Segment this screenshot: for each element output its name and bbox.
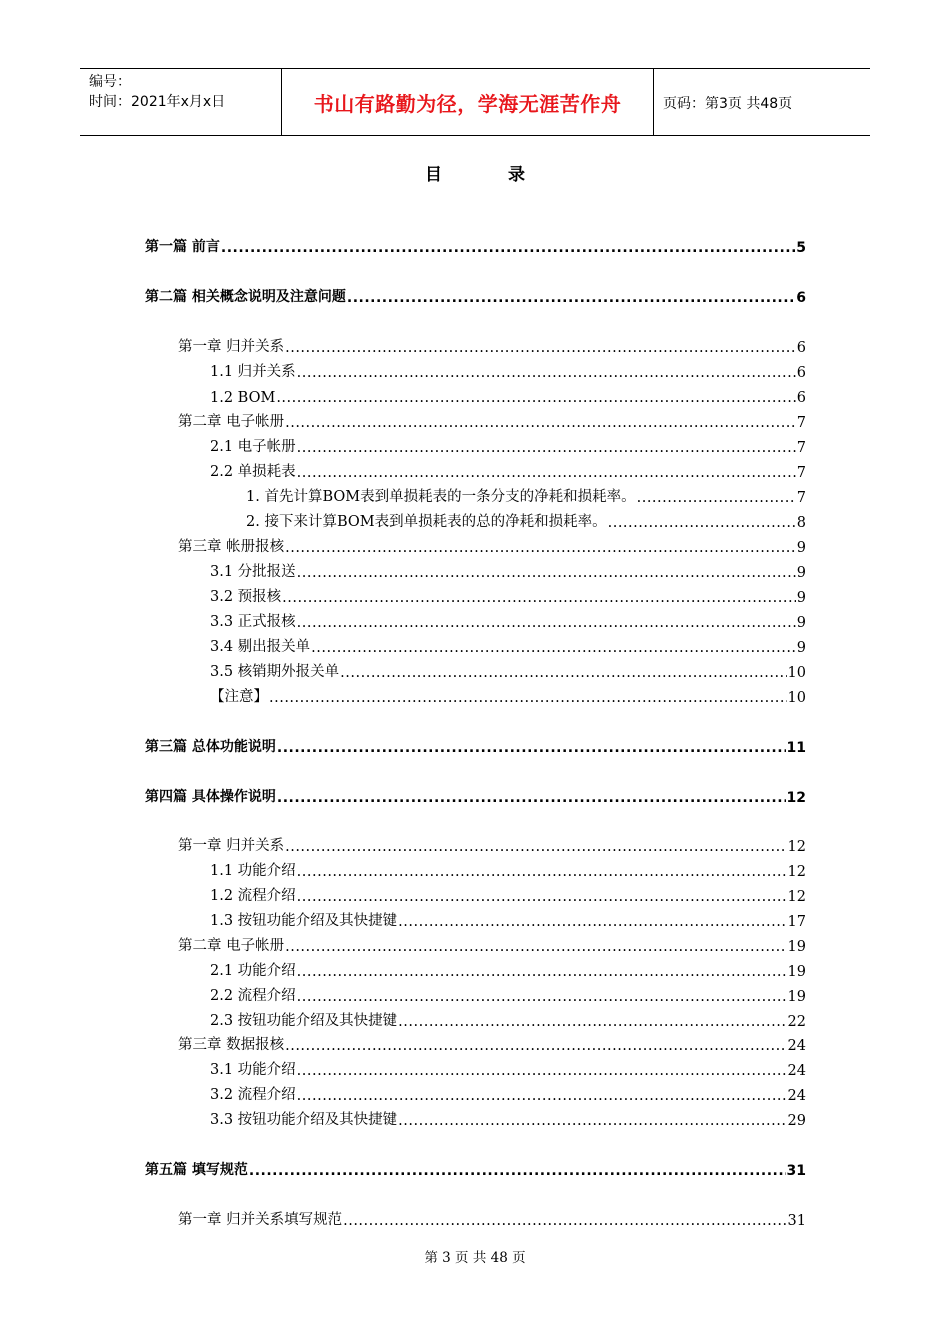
toc-entry-text: 第三章 数据报核 xyxy=(178,1037,285,1053)
toc-entry-text: 第三篇 总体功能说明 xyxy=(145,739,276,755)
toc-entry-text: 3.3 正式报核 xyxy=(210,614,296,630)
toc-leader-dots xyxy=(285,340,796,356)
toc-entry-text: 2.1 功能介绍 xyxy=(210,963,296,979)
toc-entry-text: 3.1 分批报送 xyxy=(210,564,296,580)
toc-entry-page: 31 xyxy=(787,1213,806,1229)
toc-entry[interactable] xyxy=(210,1057,806,1079)
toc-entry-text: 2.2 单损耗表 xyxy=(210,464,296,480)
toc-entry-text: 第一章 归并关系 xyxy=(178,339,285,355)
toc-entry-page: 12 xyxy=(787,889,806,905)
toc-entry-page: 19 xyxy=(787,989,806,1005)
toc-entry-text: 3.2 流程介绍 xyxy=(210,1087,296,1103)
toc-entry-page: 24 xyxy=(787,1088,806,1104)
toc-leader-dots xyxy=(637,490,796,506)
toc-leader-dots xyxy=(297,1088,787,1104)
toc-entry[interactable] xyxy=(145,284,806,306)
toc-leader-dots xyxy=(285,540,796,556)
toc-entry-text: 第二章 电子帐册 xyxy=(178,414,285,430)
toc-entry[interactable] xyxy=(210,1082,806,1104)
toc-entry-page: 6 xyxy=(796,290,806,306)
toc-leader-dots xyxy=(285,415,796,431)
toc-leader-dots xyxy=(285,1038,786,1054)
toc-entry-page: 6 xyxy=(796,340,806,356)
toc-entry-page: 11 xyxy=(786,740,806,756)
toc-leader-dots xyxy=(398,1113,786,1129)
toc-entry-text: 3.1 功能介绍 xyxy=(210,1062,296,1078)
toc-entry-page: 5 xyxy=(796,240,806,256)
toc-entry-page: 24 xyxy=(787,1063,806,1079)
toc-entry-text: 2.2 流程介绍 xyxy=(210,988,296,1004)
motto: 书山有路勤为径，学海无涯苦作舟 xyxy=(281,69,654,135)
toc-entry-text: 2. 接下来计算BOM表到单损耗表的总的净耗和损耗率。 xyxy=(246,514,607,530)
toc-leader-dots xyxy=(249,1163,786,1179)
toc-leader-dots xyxy=(608,515,796,531)
toc-entry[interactable] xyxy=(178,833,806,855)
toc-entry[interactable] xyxy=(246,484,806,506)
toc-entry-text: 第一篇 前言 xyxy=(145,239,220,255)
toc-entry-page: 7 xyxy=(796,440,806,456)
toc-entry[interactable] xyxy=(178,1032,806,1054)
toc-entry-text: 3.5 核销期外报关单 xyxy=(210,664,340,680)
toc-entry-page: 22 xyxy=(787,1014,806,1030)
toc-entry-text: 1.1 功能介绍 xyxy=(210,863,296,879)
toc-entry[interactable] xyxy=(210,609,806,631)
toc-entry[interactable] xyxy=(210,659,806,681)
toc-leader-dots xyxy=(277,790,786,806)
toc-entry-page: 19 xyxy=(787,939,806,955)
toc-entry[interactable] xyxy=(210,1008,806,1030)
toc-leader-dots xyxy=(297,1063,787,1079)
toc-entry-text: 1.3 按钮功能介绍及其快捷键 xyxy=(210,913,398,929)
toc-entry[interactable] xyxy=(145,784,806,806)
toc-leader-dots xyxy=(297,565,796,581)
toc-entry-text: 1.2 BOM xyxy=(210,390,276,406)
toc-entry[interactable] xyxy=(210,1107,806,1129)
toc-entry-text: 1.2 流程介绍 xyxy=(210,888,296,904)
toc-entry-page: 7 xyxy=(796,490,806,506)
toc-leader-dots xyxy=(297,365,796,381)
toc-entry-page: 8 xyxy=(796,515,806,531)
toc-leader-dots xyxy=(297,864,787,880)
toc-entry-text: 2.3 按钮功能介绍及其快捷键 xyxy=(210,1013,398,1029)
toc-entry[interactable] xyxy=(210,883,806,905)
toc-entry[interactable] xyxy=(178,409,806,431)
toc-entry-text: 3.3 按钮功能介绍及其快捷键 xyxy=(210,1112,398,1128)
toc-entry[interactable] xyxy=(210,858,806,880)
toc-leader-dots xyxy=(297,964,787,980)
toc-entry[interactable] xyxy=(210,684,806,706)
toc-leader-dots xyxy=(297,465,796,481)
toc-entry[interactable] xyxy=(178,534,806,556)
toc-leader-dots xyxy=(297,889,787,905)
page-footer: 第 3 页 共 48 页 xyxy=(424,1250,526,1266)
toc-entry[interactable] xyxy=(210,634,806,656)
toc-entry[interactable] xyxy=(145,734,806,756)
toc-leader-dots xyxy=(343,1213,786,1229)
toc-entry[interactable] xyxy=(178,1207,806,1229)
toc-entry[interactable] xyxy=(210,584,806,606)
toc-entry-page: 24 xyxy=(787,1038,806,1054)
toc-entry-page: 10 xyxy=(787,690,806,706)
toc-entry-text: 第一章 归并关系填写规范 xyxy=(178,1212,343,1228)
toc-entry[interactable] xyxy=(210,559,806,581)
toc-leader-dots xyxy=(347,290,795,306)
toc-entry[interactable] xyxy=(178,334,806,356)
toc-title: 目 录 xyxy=(425,165,555,185)
toc-entry-page: 7 xyxy=(796,415,806,431)
toc-entry-page: 9 xyxy=(796,640,806,656)
toc-leader-dots xyxy=(282,590,796,606)
toc-entry[interactable] xyxy=(145,1157,806,1179)
toc-entry-page: 7 xyxy=(796,465,806,481)
toc-entry-text: 3.4 剔出报关单 xyxy=(210,639,311,655)
toc-leader-dots xyxy=(340,665,786,681)
toc-leader-dots xyxy=(276,390,795,406)
page-info: 页码：第3页 共48页 xyxy=(663,96,793,112)
toc-leader-dots xyxy=(398,1014,786,1030)
toc-leader-dots xyxy=(277,740,786,756)
toc-entry-page: 9 xyxy=(796,540,806,556)
toc-entry-page: 9 xyxy=(796,615,806,631)
toc-entry-text: 第二章 电子帐册 xyxy=(178,938,285,954)
toc-entry-page: 9 xyxy=(796,565,806,581)
toc-leader-dots xyxy=(285,939,786,955)
toc-entry[interactable] xyxy=(210,958,806,980)
toc-entry-text: 第一章 归并关系 xyxy=(178,838,285,854)
toc-leader-dots xyxy=(297,440,796,456)
toc-entry-text: 【注意】 xyxy=(210,689,268,705)
time-label: 时间：2021年x月x日 xyxy=(89,94,226,110)
toc-entry-page: 6 xyxy=(796,365,806,381)
toc-leader-dots xyxy=(398,914,786,930)
toc-entry-page: 19 xyxy=(787,964,806,980)
toc-leader-dots xyxy=(311,640,796,656)
toc-entry-page: 12 xyxy=(786,790,806,806)
toc-entry[interactable] xyxy=(210,459,806,481)
toc-entry-text: 第二篇 相关概念说明及注意问题 xyxy=(145,289,346,305)
toc-entry-text: 第四篇 具体操作说明 xyxy=(145,789,276,805)
toc-entry[interactable] xyxy=(210,384,806,406)
toc-entry-page: 6 xyxy=(796,390,806,406)
toc-leader-dots xyxy=(221,240,795,256)
toc-entry-text: 2.1 电子帐册 xyxy=(210,439,296,455)
toc-entry[interactable] xyxy=(145,234,806,256)
toc-entry-text: 1.1 归并关系 xyxy=(210,364,296,380)
toc-entry-page: 12 xyxy=(787,864,806,880)
toc-entry-page: 31 xyxy=(786,1163,806,1179)
toc-entry-text: 3.2 预报核 xyxy=(210,589,282,605)
toc-entry[interactable] xyxy=(178,933,806,955)
toc-entry[interactable] xyxy=(246,509,806,531)
toc-leader-dots xyxy=(297,615,796,631)
toc-entry[interactable] xyxy=(210,434,806,456)
toc-entry-page: 9 xyxy=(796,590,806,606)
number-label: 编号： xyxy=(89,74,131,90)
toc-entry-page: 10 xyxy=(787,665,806,681)
toc-entry-text: 第五篇 填写规范 xyxy=(145,1162,248,1178)
toc-entry-page: 29 xyxy=(787,1113,806,1129)
toc-entry[interactable] xyxy=(210,359,806,381)
toc-entry-page: 12 xyxy=(787,839,806,855)
toc-leader-dots xyxy=(269,690,787,706)
toc-entry-text: 第三章 帐册报核 xyxy=(178,539,285,555)
toc-leader-dots xyxy=(285,839,786,855)
toc-leader-dots xyxy=(297,989,787,1005)
toc-entry[interactable] xyxy=(210,908,806,930)
toc-entry-text: 1. 首先计算BOM表到单损耗表的一条分支的净耗和损耗率。 xyxy=(246,489,636,505)
toc-entry-page: 17 xyxy=(787,914,806,930)
toc-entry[interactable] xyxy=(210,983,806,1005)
